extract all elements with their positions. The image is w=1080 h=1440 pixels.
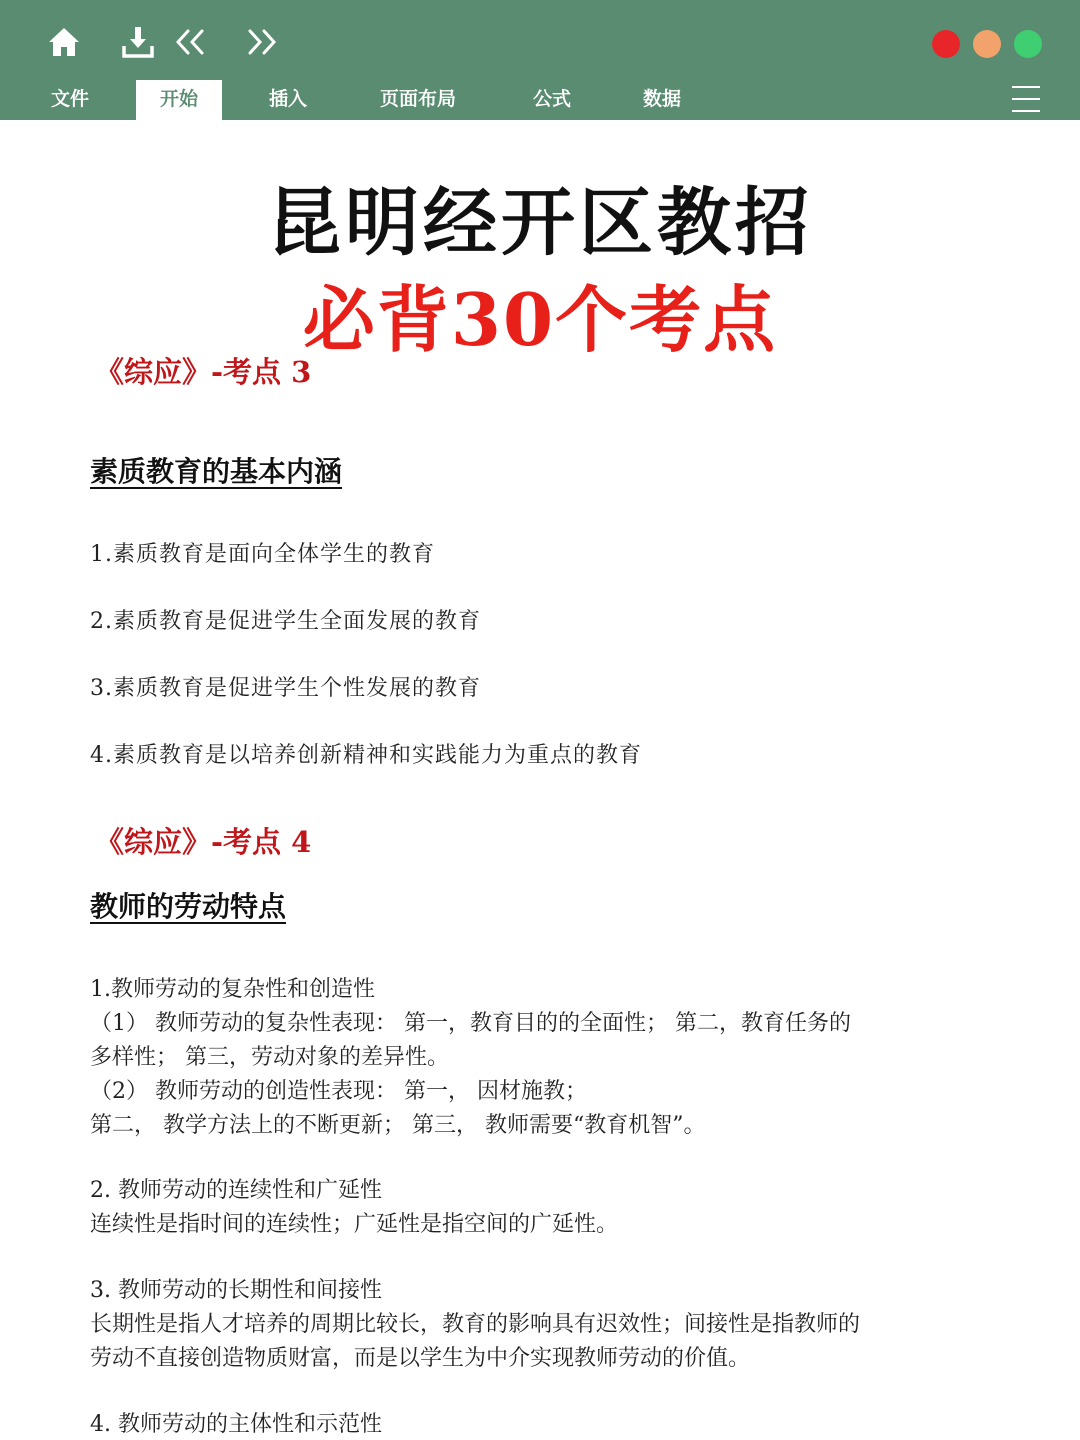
list-item: 4.素质教育是以培养创新精神和实践能力为重点的教育	[90, 743, 642, 768]
home-icon[interactable]	[44, 22, 84, 62]
tab-formulas[interactable]: 公式	[532, 88, 571, 110]
paragraph-line: （1） 教师劳动的复杂性表现： 第一，教育目的的全面性； 第二，教育任务的	[90, 1011, 851, 1036]
paragraph-line: 3. 教师劳动的长期性和间接性	[90, 1278, 382, 1303]
minimize-window-dot[interactable]	[973, 30, 1001, 58]
tab-insert[interactable]: 插入	[268, 88, 307, 110]
section-heading: 素质教育的基本内涵	[90, 455, 343, 488]
close-window-dot[interactable]	[932, 30, 960, 58]
doc-title: 昆明经开区教招	[267, 180, 813, 266]
menu-icon[interactable]	[1012, 86, 1040, 112]
list-item: 3.素质教育是促进学生个性发展的教育	[90, 676, 481, 701]
download-icon[interactable]	[118, 22, 158, 62]
chevrons-right-icon[interactable]	[242, 22, 282, 62]
tab-file[interactable]: 文件	[50, 88, 89, 110]
paragraph-line: 劳动不直接创造物质财富，而是以学生为中介实现教师劳动的价值。	[90, 1346, 751, 1371]
paragraph-line: 连续性是指时间的连续性；广延性是指空间的广延性。	[90, 1212, 619, 1237]
list-item: 2.素质教育是促进学生全面发展的教育	[90, 609, 481, 634]
tab-data[interactable]: 数据	[642, 88, 681, 110]
paragraph-line: 4. 教师劳动的主体性和示范性	[90, 1412, 382, 1437]
section-label: 《综应》-考点 4	[95, 825, 312, 859]
tab-home[interactable]: 开始	[136, 80, 222, 120]
app-toolbar	[0, 0, 1080, 120]
chevrons-left-icon[interactable]	[170, 22, 210, 62]
tab-page-layout[interactable]: 页面布局	[379, 88, 456, 110]
doc-subtitle: 必背30个考点	[302, 277, 778, 362]
paragraph-line: 长期性是指人才培养的周期比较长，教育的影响具有迟效性；间接性是指教师的	[90, 1312, 861, 1337]
paragraph-line: 多样性； 第三，劳动对象的差异性。	[90, 1045, 449, 1070]
paragraph-line: （2） 教师劳动的创造性表现： 第一， 因材施教；	[90, 1079, 587, 1104]
maximize-window-dot[interactable]	[1014, 30, 1042, 58]
paragraph-line: 2. 教师劳动的连续性和广延性	[90, 1178, 382, 1203]
paragraph-line: 第二， 教学方法上的不断更新； 第三， 教师需要“教育机智”。	[90, 1113, 706, 1138]
section-label: 《综应》-考点 3	[95, 355, 312, 389]
paragraph-line: 1.教师劳动的复杂性和创造性	[90, 977, 375, 1002]
list-item: 1.素质教育是面向全体学生的教育	[90, 542, 435, 567]
section-heading: 教师的劳动特点	[90, 890, 287, 923]
